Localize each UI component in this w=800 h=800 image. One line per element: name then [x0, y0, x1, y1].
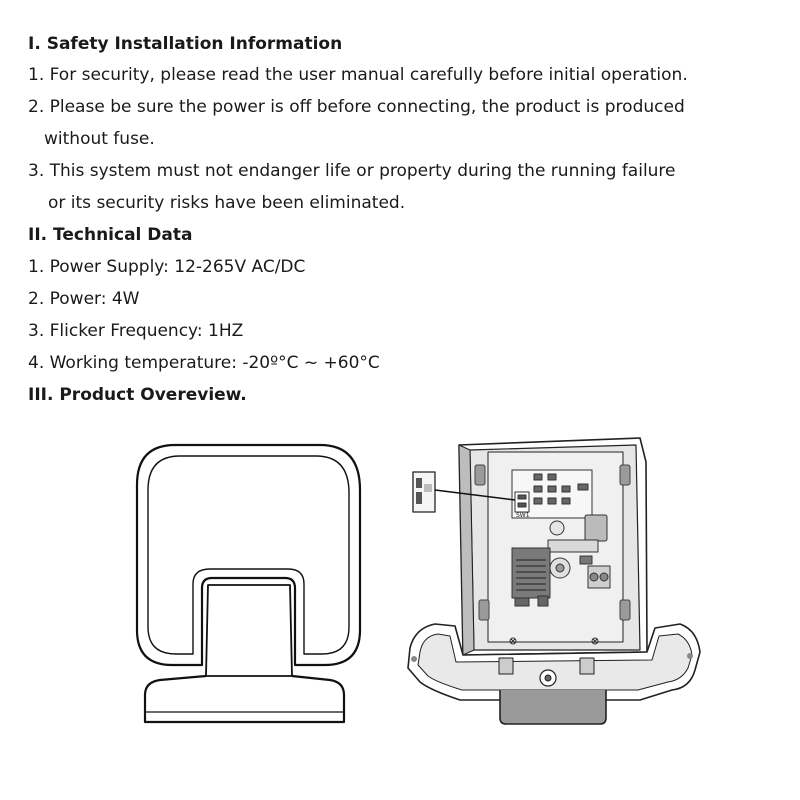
switch-label: SW1: [516, 512, 530, 519]
safety-item-2-cont: without fuse.: [44, 129, 155, 149]
rear-view-drawing: [408, 438, 700, 724]
safety-item-1: 1. For security, please read the user manual carefully before initial operation.: [28, 65, 688, 85]
safety-item-3: 3. This system must not endanger life or property during the running failure: [28, 161, 676, 181]
tech-power: 2. Power: 4W: [28, 289, 140, 309]
front-view-drawing: [137, 445, 360, 722]
tech-temperature: 4. Working temperature: -20º°C ~ +60°C: [28, 353, 380, 373]
safety-heading: I. Safety Installation Information: [28, 34, 343, 54]
technical-heading: II. Technical Data: [28, 225, 193, 245]
product-illustrations: [0, 420, 800, 800]
safety-item-2: 2. Please be sure the power is off before connecting, the product is produced: [28, 97, 685, 117]
tech-power-supply: 1. Power Supply: 12-265V AC/DC: [28, 257, 306, 277]
safety-item-3-cont: or its security risks have been eliminated.: [48, 193, 406, 213]
tech-flicker: 3. Flicker Frequency: 1HZ: [28, 321, 244, 341]
overview-heading: III. Product Overeview.: [28, 385, 247, 405]
